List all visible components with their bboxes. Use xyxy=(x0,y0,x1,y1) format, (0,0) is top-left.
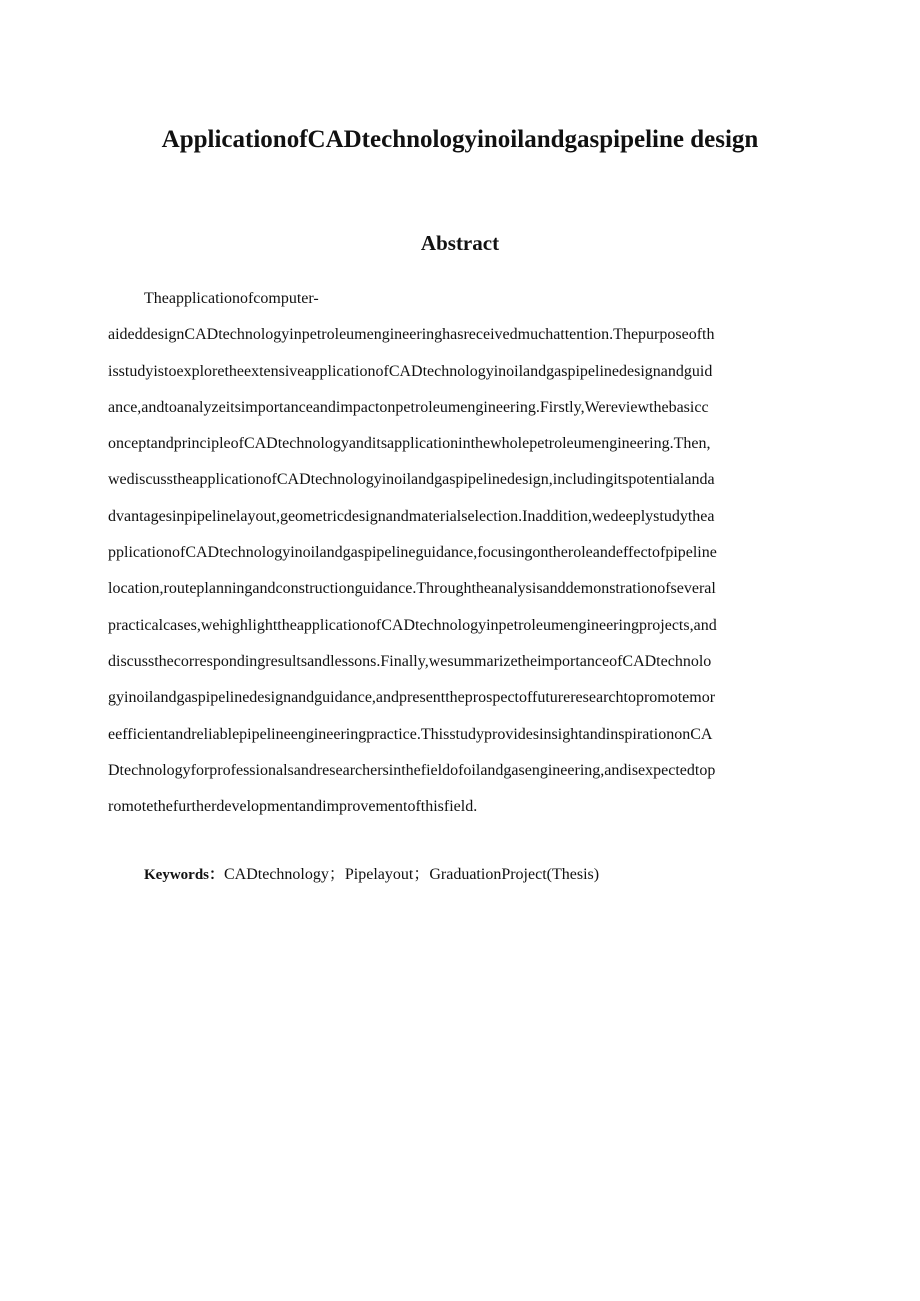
abstract-line: discussthecorrespondingresultsandlessons.Finally,wesummarizetheimportanceofCADtechnolo xyxy=(108,652,712,670)
abstract-line: pplicationofCADtechnologyinoilandgaspipelineguidance,focusingontheroleandeffectofpipeline xyxy=(108,544,717,562)
keyword-item: GraduationProject(Thesis) xyxy=(429,866,600,883)
abstract-line: Theapplicationofcomputer- xyxy=(144,290,319,307)
abstract-body xyxy=(108,281,816,825)
abstract-line: isstudyistoexploretheextensiveapplicationofCADtechnologyinoilandgaspipelinedesignandguid xyxy=(108,362,713,380)
abstract-line: practicalcases,wehighlighttheapplicationofCADtechnologyinpetroleumengineeringprojects,and xyxy=(108,616,717,634)
abstract-line: romotethefurtherdevelopmentandimprovementofthisfield. xyxy=(108,798,478,816)
keywords-line xyxy=(144,860,599,890)
abstract-line: location,routeplanningandconstructionguidance.Throughtheanalysisanddemonstrationofseveral xyxy=(108,580,716,598)
abstract-line: dvantagesinpipelinelayout,geometricdesignandmaterialselection.Inaddition,wedeeplystudythea xyxy=(108,507,715,525)
section-heading: Abstract xyxy=(420,231,500,255)
keyword-item: Pipelayout xyxy=(344,866,414,883)
abstract-line: wediscusstheapplicationofCADtechnologyinoilandgaspipelinedesign,includingitspotentialanda xyxy=(108,471,715,489)
abstract-line: Dtechnologyforprofessionalsandresearchersinthefieldofoilandgasengineering,andisexpectedtop xyxy=(108,761,716,779)
keyword-separator: ； xyxy=(328,866,345,883)
abstract-line: onceptandprincipleofCADtechnologyanditsapplicationinthewholepetroleumengineering.Then, xyxy=(108,435,711,453)
abstract-line: eefficientandreliablepipelineengineeringpractice.ThisstudyprovidesinsightandinspirationonCA xyxy=(108,725,713,743)
abstract-line: gyinoilandgaspipelinedesignandguidance,andpresenttheprospectoffutureresearchtopromotemor xyxy=(108,689,716,707)
abstract-line: ance,andtoanalyzeitsimportanceandimpactonpetroleumengineering.Firstly,Wereviewthebasicc xyxy=(108,398,709,416)
keywords-label: Keywords： xyxy=(144,867,224,883)
keyword-separator: ； xyxy=(413,866,430,883)
keyword-item: CADtechnology xyxy=(224,866,329,883)
abstract-line: aideddesignCADtechnologyinpetroleumengineeringhasreceivedmuchattention.Thepurposeofth xyxy=(108,326,715,344)
document-title: ApplicationofCADtechnologyinoilandgaspipeline design xyxy=(161,126,759,153)
